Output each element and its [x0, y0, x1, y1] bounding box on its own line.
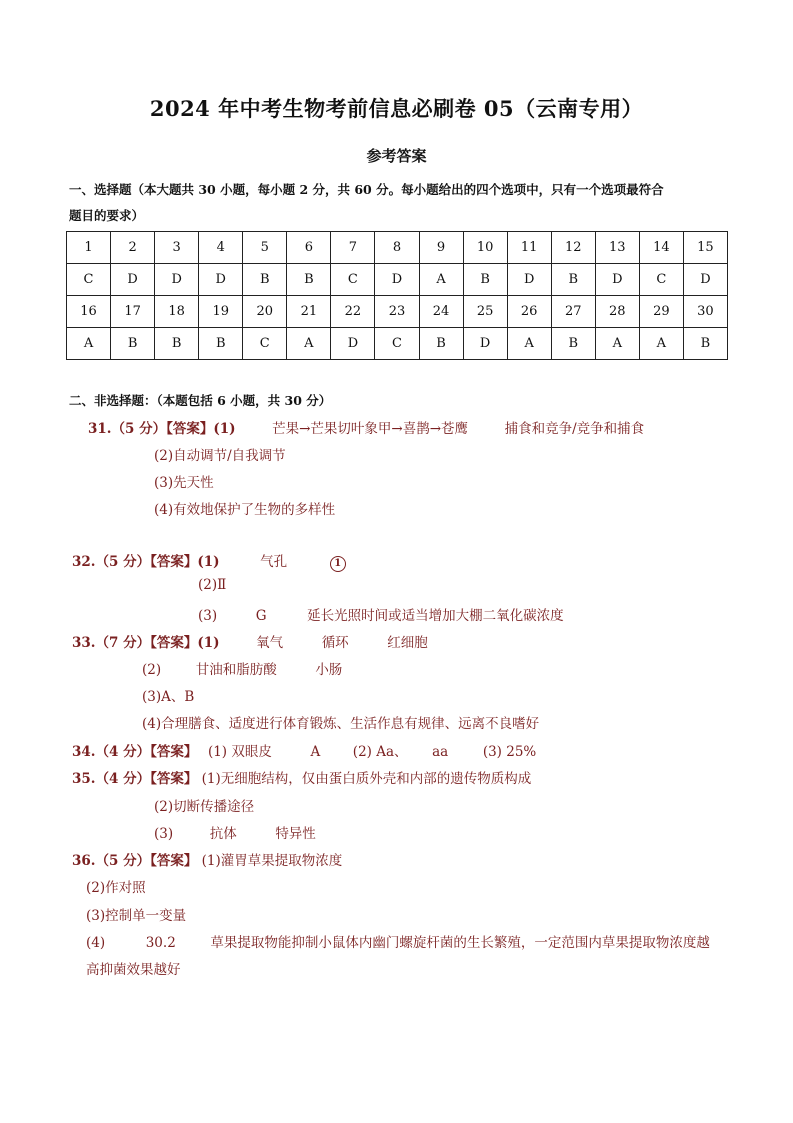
q33-answer-1b: 循环	[321, 635, 349, 651]
answer-cell: B	[551, 328, 595, 360]
answer-cell: D	[595, 264, 639, 296]
question-number-cell: 24	[419, 296, 463, 328]
question-number-cell: 9	[419, 232, 463, 264]
answer-cell: D	[507, 264, 551, 296]
q33-line4: (4)合理膳食、适度进行体育锻炼、生活作息有规律、远离不良嗜好	[142, 716, 540, 732]
answer-cell: B	[551, 264, 595, 296]
question-number-cell: 20	[243, 296, 287, 328]
q35-answer-3: 抗体	[209, 826, 237, 842]
section1-heading-cont: 题目的要求）	[69, 208, 145, 223]
answer-cell: C	[243, 328, 287, 360]
question-number-cell: 14	[639, 232, 683, 264]
answer-cell: C	[639, 264, 683, 296]
page-subtitle: 参考答案	[366, 147, 427, 165]
q35-answer-3b: 特异性	[275, 826, 316, 842]
answer-table	[66, 231, 728, 360]
q35-line3-num: (3)	[154, 826, 174, 842]
question-number-cell: 1	[67, 232, 111, 264]
q33-answer-2: 甘油和脂肪酸	[195, 662, 277, 678]
q33-answer-2b: 小肠	[315, 662, 343, 678]
q32-line1	[72, 550, 346, 572]
question-number-cell: 12	[551, 232, 595, 264]
q31-line2: (2)自动调节/自我调节	[154, 448, 286, 464]
answer-cell: D	[155, 264, 199, 296]
question-number-cell: 28	[595, 296, 639, 328]
q36-line2: (2)作对照	[86, 880, 146, 896]
q32-label: 32.（5 分）【答案】(1)	[72, 554, 220, 570]
question-number-cell: 25	[463, 296, 507, 328]
section1-heading: 一、选择题（本大题共 30 小题，每小题 2 分，共 60 分。每小题给出的四个选项中，只有一个选项最符合	[69, 182, 664, 197]
answer-cell: B	[287, 264, 331, 296]
q35-line2: (2)切断传播途径	[154, 799, 255, 815]
answer-cell: A	[595, 328, 639, 360]
q33-line1	[72, 631, 428, 651]
q35-answer-1: (1)无细胞结构，仅由蛋白质外壳和内部的遗传物质构成	[201, 771, 532, 787]
question-number-cell: 18	[155, 296, 199, 328]
answer-cell: A	[507, 328, 551, 360]
q34-line1	[72, 740, 536, 760]
q35-line1	[72, 767, 531, 787]
answer-cell: C	[375, 328, 419, 360]
answer-cell: A	[287, 328, 331, 360]
answer-cell: D	[463, 328, 507, 360]
answer-cell: B	[155, 328, 199, 360]
question-number-cell: 15	[683, 232, 727, 264]
q33-answer-1: 氧气	[256, 635, 284, 651]
question-number-cell: 8	[375, 232, 419, 264]
q34-answer-2b: aa	[432, 744, 449, 760]
q36-line1	[72, 849, 342, 869]
question-number-cell: 7	[331, 232, 375, 264]
q31-answer-1: 芒果→芒果切叶象甲→喜鹊→苍鹰	[272, 421, 469, 437]
q36-answer-4: 30.2	[145, 935, 176, 951]
q32-answer-3b: 延长光照时间或适当增加大棚二氧化碳浓度	[307, 608, 564, 624]
q36-line5: 高抑菌效果越好	[86, 962, 181, 978]
question-number-cell: 3	[155, 232, 199, 264]
q33-line2-num: (2)	[142, 662, 162, 678]
answer-cell: D	[111, 264, 155, 296]
answer-cell: D	[683, 264, 727, 296]
answer-cell: B	[463, 264, 507, 296]
table-row	[67, 264, 728, 296]
answer-cell: B	[111, 328, 155, 360]
answer-cell: D	[375, 264, 419, 296]
q34-answer-2: (2) Aa、	[352, 744, 408, 760]
answer-cell: B	[243, 264, 287, 296]
question-number-cell: 17	[111, 296, 155, 328]
question-number-cell: 11	[507, 232, 551, 264]
q32-circled-number: 1	[330, 556, 346, 572]
q36-line3: (3)控制单一变量	[86, 908, 187, 924]
question-number-cell: 29	[639, 296, 683, 328]
question-number-cell: 22	[331, 296, 375, 328]
q31-line1	[88, 417, 644, 437]
page-title: 2024 年中考生物考前信息必刷卷 05（云南专用）	[149, 96, 644, 121]
q32-line2: (2)Ⅱ	[198, 577, 227, 593]
question-number-cell: 26	[507, 296, 551, 328]
answer-cell: C	[67, 264, 111, 296]
answer-cell: D	[199, 264, 243, 296]
table-row	[67, 296, 728, 328]
table-row	[67, 232, 728, 264]
question-number-cell: 10	[463, 232, 507, 264]
question-number-cell: 16	[67, 296, 111, 328]
q34-answer-3: (3) 25%	[482, 744, 537, 760]
q31-line4: (4)有效地保护了生物的多样性	[154, 502, 336, 518]
question-number-cell: 13	[595, 232, 639, 264]
question-number-cell: 19	[199, 296, 243, 328]
q36-line4	[86, 931, 710, 951]
question-number-cell: 23	[375, 296, 419, 328]
q35-label: 35.（4 分）【答案】	[72, 771, 198, 787]
q33-answer-1c: 红细胞	[387, 635, 428, 651]
q33-line2	[142, 658, 342, 678]
q32-line3	[198, 604, 564, 624]
question-number-cell: 2	[111, 232, 155, 264]
q34-label: 34.（4 分）【答案】	[72, 744, 198, 760]
table-row	[67, 328, 728, 360]
answer-cell: A	[419, 264, 463, 296]
q33-label: 33.（7 分）【答案】(1)	[72, 635, 220, 651]
question-number-cell: 30	[683, 296, 727, 328]
question-number-cell: 21	[287, 296, 331, 328]
question-number-cell: 27	[551, 296, 595, 328]
answer-cell: B	[683, 328, 727, 360]
q36-label: 36.（5 分）【答案】	[72, 853, 198, 869]
question-number-cell: 4	[199, 232, 243, 264]
question-number-cell: 5	[243, 232, 287, 264]
q36-line4-num: (4)	[86, 935, 106, 951]
q32-answer-3: G	[255, 608, 267, 624]
q32-line3-num: (3)	[198, 608, 218, 624]
question-number-cell: 6	[287, 232, 331, 264]
answer-cell: D	[331, 328, 375, 360]
answer-cell: B	[419, 328, 463, 360]
answer-cell: C	[331, 264, 375, 296]
q36-answer-1: (1)灌胃草果提取物浓度	[201, 853, 343, 869]
q36-answer-4b: 草果提取物能抑制小鼠体内幽门螺旋杆菌的生长繁殖，一定范围内草果提取物浓度越	[210, 935, 710, 951]
answer-cell: B	[199, 328, 243, 360]
answer-cell: A	[639, 328, 683, 360]
section2-heading: 二、非选择题：（本题包括 6 小题，共 30 分）	[69, 393, 332, 408]
answer-cell: A	[67, 328, 111, 360]
q35-line3	[154, 822, 316, 842]
q31-label: 31.（5 分）【答案】(1)	[88, 421, 236, 437]
q31-answer-2: 捕食和竞争/竞争和捕食	[504, 421, 645, 437]
q31-line3: (3)先天性	[154, 475, 214, 491]
q34-answer-1: (1) 双眼皮	[207, 744, 272, 760]
q32-answer-1: 气孔	[260, 554, 288, 570]
q33-line3: (3)A、B	[142, 689, 195, 705]
q34-answer-1b: A	[310, 744, 321, 760]
